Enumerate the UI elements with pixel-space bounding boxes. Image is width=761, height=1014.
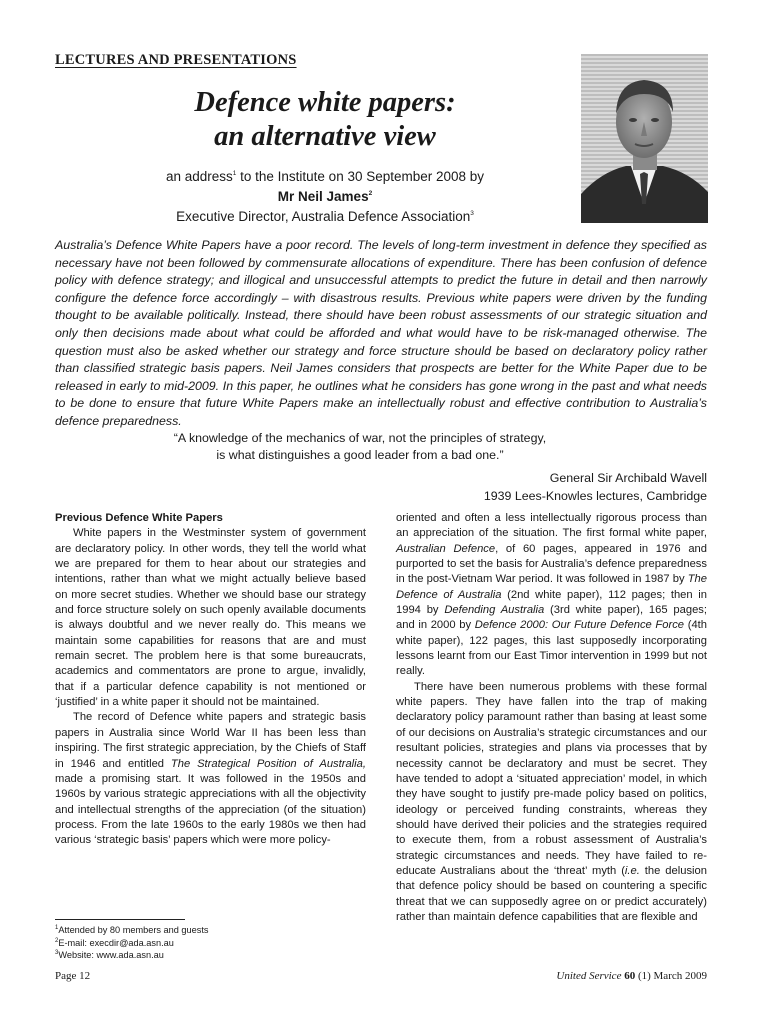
paragraph-text: (3rd white paper), 165 pages; and in 2000 by (396, 604, 707, 632)
paragraph-text: (4th white paper), 122 pages, this last supposedly incorporating lessons learnt from our East Timor intervention in 1999 but not really. (396, 619, 707, 678)
body-paragraph (396, 511, 707, 680)
section-heading: Previous Defence White Papers (55, 512, 223, 524)
paragraph-text: oriented and often a less intellectually rigorous process than an appreciation of the situation. The first formal white paper, (396, 512, 707, 540)
title-line-2: an alternative view (214, 121, 436, 152)
quote-line-1: “A knowledge of the mechanics of war, not the principles of strategy, (173, 431, 547, 445)
footnote-item (55, 937, 209, 950)
page-number: Page 12 (55, 970, 91, 982)
latin-abbreviation: i.e. (624, 864, 640, 877)
footnote-text: E-mail: execdir@ada.asn.au (58, 937, 174, 948)
footnote-text: Website: www.ada.asn.au (58, 950, 164, 960)
footnote-item (55, 924, 209, 937)
address-text-b: to the Institute on 30 September 2008 by (236, 169, 485, 184)
journal-volume: 60 (624, 970, 636, 982)
author-portrait-photo (581, 54, 708, 223)
epigraph-quote (130, 430, 590, 464)
paragraph-text: , of 60 pages, appeared in 1976 and purported to set the basis for Australia’s defence preparedness in the post-Vietnam War period. It was followed in 1987 by (396, 542, 707, 586)
paragraph-text: There have been numerous problems with these formal white papers. They have fallen into the trap of making declaratory policy paramount rather than basing at least some of our decisions on Australia’s strategic circumstances and our resultant policies, strategies and plans via processes that by necessity cannot be declaratory and must be secret. They have tended to adopt a ‘situated appreciation’ model, in which they have sought to justify pre-made policy based on politics, ideology or perceived funding constraints, whereas they should have derived their policies and the strategies required to execute them, from a robust assessment of Australia’s strategic circumstances and needs. They have failed to re-educate Australians about the ‘threat’ myth ( (396, 680, 707, 877)
journal-issue-date: (1) March 2009 (637, 970, 707, 982)
footnote-ref-3: 3 (470, 210, 474, 217)
address-text-a: an address (165, 169, 233, 184)
footnote-ref-1: 1 (232, 170, 237, 177)
body-paragraph (396, 680, 707, 926)
body-column-left (55, 511, 366, 849)
section-label: LECTURES AND PRESENTATIONS (55, 52, 297, 68)
body-column-right (396, 511, 707, 925)
footnote-item (55, 949, 209, 962)
article-title (140, 86, 510, 154)
address-line (100, 167, 550, 186)
body-paragraph (55, 710, 366, 848)
cited-document-title: Defence 2000: Our Future Defence Force (474, 619, 685, 632)
body-paragraph: White papers in the Westminster system of government are declaratory policy. In other words, they tell the world what we are prepared for them to hear about our strategies and intentions, rather than what we might actually believe based on more secret studies. Whether we should base our strategy and force structure solely on such openly available documents is always doubtful and we never really do. This means we maintain some capabilities for reasons that are and must remain secret. The problem here is that some bureaucrats, academics and commentators are prone to argue, invalidly, that if a particular defence capability is not mentioned or ‘justified’ in a white paper it should not be maintained. (55, 527, 366, 709)
paragraph-text: made a promising start. It was followed in the 1950s and 1960s by various strategic appreciations with all the objectivity and intellectual strengths of the appreciation (of the situation) process. From the late 1960s to the early 1980s we then had various ‘strategic basis’ papers which were more policy- (55, 772, 366, 847)
footnote-number: 3 (55, 950, 59, 956)
paragraph-text: the delusion that defence policy should be based on countering a specific threat that we can supposedly agree on or predict accurately) rather than maintain defence capabilities that are flexible and (396, 864, 707, 923)
quote-source: 1939 Lees-Knowles lectures, Cambridge (483, 489, 707, 503)
speaker-text: Mr Neil James (277, 189, 369, 204)
footnote-divider (55, 919, 185, 920)
footnote-ref-2: 2 (368, 190, 373, 197)
speaker-name (100, 187, 550, 206)
footnote-number: 2 (55, 937, 59, 944)
quote-attribution (350, 469, 707, 505)
paragraph-text: The record of Defence white papers and strategic basis papers in Australia since World War II has been less than inspiring. The first strategic appreciation, by the Chiefs of Staff in 1946 and entitled (55, 711, 366, 770)
cited-document-title: The Defence of Australia (396, 573, 707, 601)
footnotes (55, 924, 209, 962)
title-line-1: Defence white papers: (194, 87, 456, 118)
cited-document-title: Australian Defence (396, 542, 496, 555)
quote-author: General Sir Archibald Wavell (549, 471, 707, 485)
abstract-paragraph: Australia’s Defence White Papers have a poor record. The levels of long-term investment in defence they specified as necessary have not been followed by commensurate allocations of expenditure. There has been confusion of defence policy with defence strategy; and illogical and unsuccessful attempts to predict the future in detail and then narrowly configure the defence force accordingly – with disastrous results. Previous white papers were driven by the funding thought to be available politically. Instead, there should have been robust assessments of our strategic situation and only then decisions made about what could be afforded and what would have to be risk-managed otherwise. The question must also be asked whether our strategy and force structure should be based on declaratory policy rather than classified strategic basis papers. Neil James considers that prospects are better for the White Paper due to be released in early to mid-2009. In this paper, he outlines what he considers has gone wrong in the past and what needs to be done to ensure that future White Papers make an intellectually robust and effective contribution to Australia’s defence preparedness. (55, 238, 707, 428)
journal-name: United Service (556, 970, 622, 982)
paragraph-text: (2nd white paper), 112 pages; then in 1994 by (396, 588, 707, 617)
footnote-number: 1 (55, 925, 59, 931)
footnote-text: Attended by 80 members and guests (58, 925, 209, 935)
cited-document-title: The Strategical Position of Australia, (170, 757, 366, 770)
role-text: Executive Director, Australia Defence Association (176, 209, 471, 224)
journal-citation (556, 970, 707, 982)
speaker-role (100, 207, 550, 226)
quote-line-2: is what distinguishes a good leader from a bad one.” (216, 448, 504, 462)
cited-document-title: Defending Australia (444, 604, 545, 617)
